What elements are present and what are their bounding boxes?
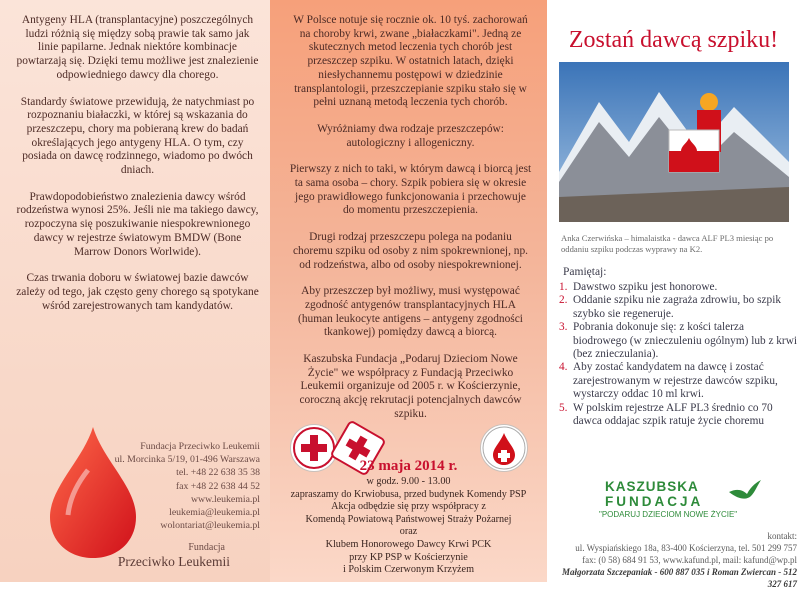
- contact-line: fax: (0 58) 684 91 53, www.kafund.pl, mail: kafund@wp.pl: [582, 555, 797, 565]
- paragraph: Kaszubska Fundacja „Podaruj Dzieciom Nowe Życie" we współpracy z Fundacją Przeciwko Leukemii organizuje od 2005 r. w Kościerzynie, coroczną akcję rekrutacji potencjalnych dawców szpiku.: [299, 353, 522, 420]
- paragraph: Czas trwania doboru w światowej bazie dawców zależy od tego, jak często geny chorego są spotykane wśród zarejestrowanych tam kandydatów.: [16, 272, 259, 312]
- paragraph: Drugi rodzaj przeszczepu polega na podaniu choremu szpiku od osoby z nim spokrewnionej, np. od rodzeństwa, albo od osoby niespokrewnionej.: [292, 231, 529, 271]
- middle-panel: [270, 0, 547, 582]
- list-item: [559, 321, 797, 361]
- kaszubska-logo-line2: FUNDACJA: [605, 494, 704, 509]
- list-item: [559, 281, 797, 294]
- event-line: Klubem Honorowego Dawcy Krwi PCK: [325, 538, 492, 550]
- item-number: 4.: [559, 361, 568, 374]
- remember-title: Pamiętaj:: [563, 266, 607, 278]
- event-details: [270, 476, 547, 577]
- item-text: Aby zostać kandydatem na dawcę i zostać zarejestrowanym w rejestrze dawców szpiku, wystarczy oddac 10 ml krwi.: [573, 361, 778, 401]
- item-number: 3.: [559, 321, 568, 334]
- event-date: 23 maja 2014 r.: [359, 458, 458, 474]
- hla-info-text: [16, 14, 259, 326]
- email-link[interactable]: leukemia@leukemia.pl: [169, 507, 260, 519]
- transplant-info-text: [288, 14, 533, 435]
- event-line: Komendą Powiatową Państwowej Straży Pożarnej: [305, 513, 512, 525]
- item-number: 2.: [559, 294, 568, 307]
- mountain-photo: [559, 62, 789, 222]
- logo-caption-small: Fundacja: [188, 542, 225, 553]
- paragraph: Aby przeszczep był możliwy, musi występować zgodność antygenów transplantacyjnych HLA (human leukocyte antigens – antygeny zgodności tkankowej) pomiędzy dawcą a biorcą.: [298, 285, 523, 339]
- item-text: Dawstwo szpiku jest honorowe.: [573, 281, 718, 293]
- event-line: przy KP PSP w Kościerzynie: [349, 551, 468, 563]
- page-title: Zostań dawcą szpiku!: [568, 27, 779, 53]
- remember-list: [559, 281, 797, 428]
- paragraph: W Polsce notuje się rocznie ok. 10 tyś. zachorowań na choroby krwi, zwane „białaczkami". Jedną ze skutecznych metod leczenia tych chorób jest przeszczep szpiku. W ostatnich latach, dzięki niesłychannemu postępowi w dziedzinie transplantologii, przeszczepianie szpiku stało się w pełni uznaną metodą leczenia tych chorób.: [293, 14, 528, 109]
- paragraph: Pierwszy z nich to taki, w którym dawcą i biorcą jest ta sama osoba – chory. Szpik pobiera się w okresie jego prawidłowego funkcjonowania i przechowuje do momentu przeszczepienia.: [289, 163, 532, 217]
- fundation-contact: [551, 530, 797, 590]
- email-link[interactable]: wolontariat@leukemia.pl: [160, 520, 260, 532]
- paragraph: Prawdopodobieństwo znalezienia dawcy wśród rodzeństwa wynosi 25%. Jeśli nie ma takiego dawcy, rozpoczyna się poszukiwanie niespokrewnionego dawcy w rejestrze światowym BMDW (Bone Marrow Donors Worlwide).: [16, 190, 259, 258]
- event-line: Akcja odbędzie się przy współpracy z: [331, 501, 486, 513]
- contact-line: ul. Morcinka 5/19, 01-496 Warszawa: [114, 454, 260, 466]
- paragraph: Standardy światowe przewidują, że natychmiast po rozpoznaniu białaczki, w której są wskazania do przeszczepu, chory ma pobieraną krew do badań określających jego antygeny HLA. O tym, czy posiada on dawcę rodzinnego, wiadomo po dwóch dniach.: [20, 95, 255, 177]
- left-panel: [0, 0, 270, 582]
- contact-people: Małgorzata Szczepaniak - 600 887 035 i Roman Zwiercan - 512 327 617: [561, 567, 797, 589]
- foundation-contact: [60, 440, 260, 532]
- right-panel: [547, 0, 800, 589]
- kaszubska-logo-slogan: "PODARUJ DZIECIOM NOWE ŻYCIE": [599, 510, 738, 519]
- contact-line: Fundacja Przeciwko Leukemii: [140, 441, 260, 452]
- photo-caption: Anka Czerwińska – himalaistka - dawca ALF PL3 miesiąc po oddaniu szpiku podczas wyprawy na K2.: [561, 233, 774, 254]
- list-item: [559, 402, 797, 429]
- contact-line: ul. Wyspiańskiego 18a, 83-400 Kościerzyna, tel. 501 299 757: [575, 543, 797, 553]
- item-number: 5.: [559, 401, 568, 414]
- event-line: zapraszamy do Krwiobusa, przed budynek Komendy PSP: [290, 488, 527, 500]
- contact-line: fax +48 22 638 44 52: [175, 480, 260, 492]
- list-item: [559, 361, 797, 401]
- event-line: i Polskim Czerwonym Krzyżem: [343, 564, 474, 576]
- list-item: [559, 294, 797, 321]
- item-text: Oddanie szpiku nie zagraża zdrowiu, bo szpik szybko sie regeneruje.: [573, 294, 781, 320]
- item-number: 1.: [559, 281, 568, 293]
- paragraph: Antygeny HLA (transplantacyjne) poszczególnych ludzi różnią się między sobą prawie tak samo jak linie papilarne. Jednak niektóre kombinacje powtarzają się. Dzięki temu możliwe jest znalezienie odpowiedniego dawcy dla chorego.: [16, 14, 259, 81]
- event-line: oraz: [399, 526, 418, 538]
- item-text: Pobrania dokonuje się: z kości talerza biodrowego (w znieczuleniu ogólnym) lub z krwi (bez znieczulania).: [573, 321, 797, 361]
- kontakt-label: kontakt:: [767, 531, 797, 541]
- contact-line: tel. +48 22 638 35 38: [176, 467, 260, 479]
- website-link[interactable]: www.leukemia.pl: [190, 493, 260, 505]
- item-text: W polskim rejestrze ALF PL3 średnio co 70 dawca oddajac szpik ratuje życie choremu: [573, 401, 773, 428]
- swallow-icon: [727, 478, 763, 504]
- paragraph: Wyróżniamy dwa rodzaje przeszczepów: autologiczny i allogeniczny.: [317, 122, 504, 149]
- kaszubska-logo-line1: KASZUBSKA: [605, 479, 699, 494]
- logo-caption-big: Przeciwko Leukemii: [117, 554, 230, 569]
- event-line: w godz. 9.00 - 13.00: [366, 476, 451, 487]
